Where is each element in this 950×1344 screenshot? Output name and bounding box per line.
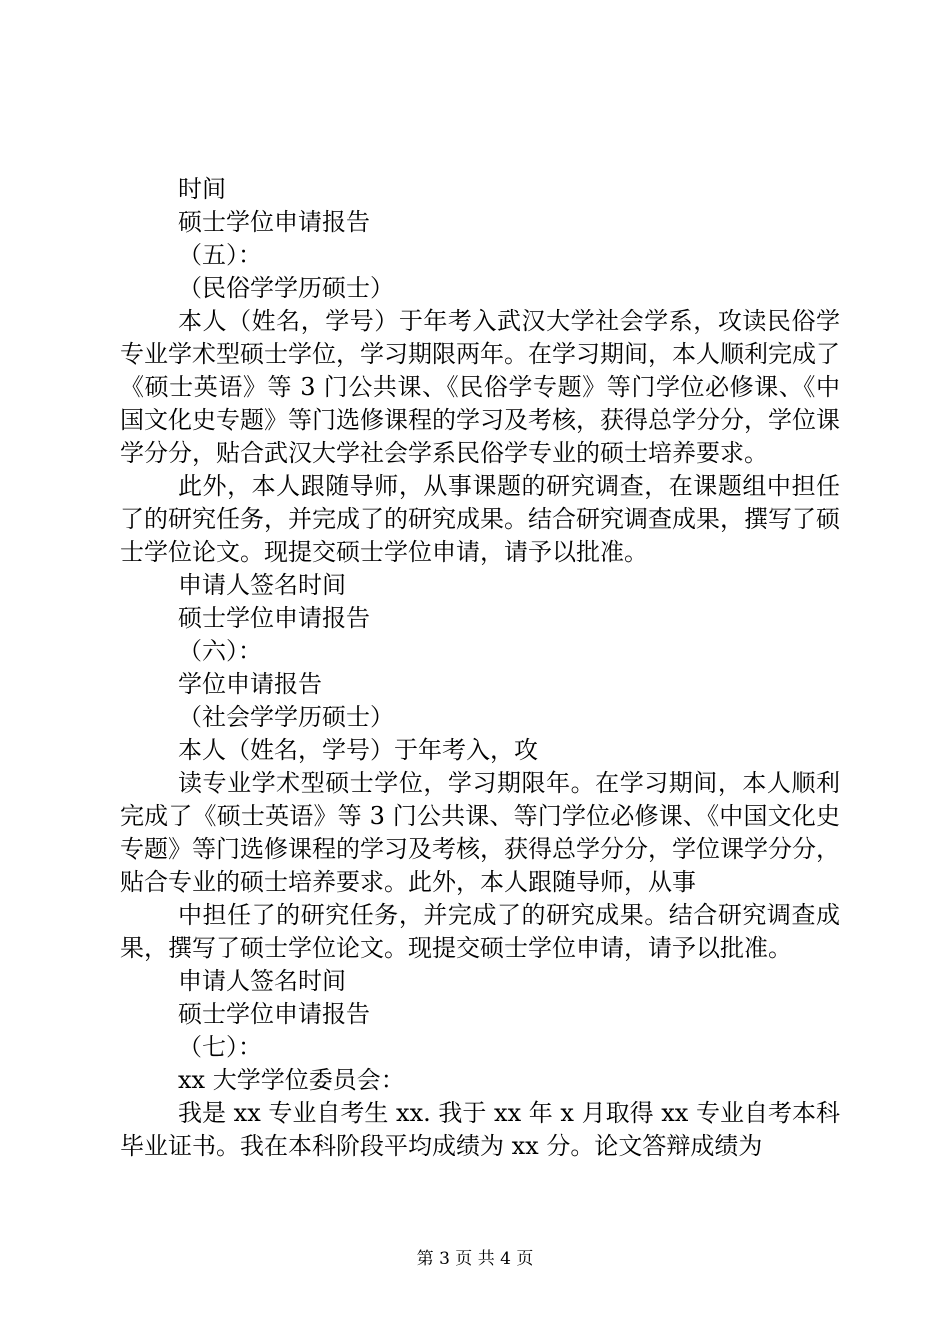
text-line: xx 大学学位委员会： [178,1066,405,1094]
text-line: （民俗学学历硕士） [178,274,394,302]
text-line: 硕士学位申请报告 [178,1000,370,1028]
text-line: （六）： [178,637,262,665]
text-line: （社会学学历硕士） [178,703,394,731]
document-body [120,173,840,1163]
paragraph: 中担任了的研究任务，并完成了的研究成果。结合研究调查成果，撰写了硕士学位论文。现提交硕士学位申请，请予以批准。 [120,901,840,962]
text-line: 本人（姓名，学号）于年考入，攻 [178,736,538,764]
paragraph: 本人（姓名，学号）于年考入武汉大学社会学系，攻读民俗学专业学术型硕士学位，学习期限两年。在学习期间，本人顺利完成了《硕士英语》等 3 门公共课、《民俗学专题》等门学位必修课、《中国文化史专题》等门选修课程的学习及考核，获得总学分分，学位课学分分，贴合武汉大学社会学系民俗学专业的硕士培养要求。 [120,307,840,467]
paragraph: 我是 xx 专业自考生 xx. 我于 xx 年 x 月取得 xx 专业自考本科毕业证书。我在本科阶段平均成绩为 xx 分。论文答辩成绩为 [120,1099,840,1160]
text-line: 硕士学位申请报告 [178,208,370,236]
page-footer: 第 3 页 共 4 页 [416,1249,534,1269]
text-line: （七）： [178,1033,262,1061]
text-line: 硕士学位申请报告 [178,604,370,632]
text-line: （五）： [178,241,262,269]
paragraph: 读专业学术型硕士学位，学习期限年。在学习期间，本人顺利完成了《硕士英语》等 3 门公共课、等门学位必修课、《中国文化史专题》等门选修课程的学习及考核，获得总学分分，学位课学分分，贴合专业的硕士培养要求。此外，本人跟随导师，从事 [120,769,840,896]
paragraph: 此外，本人跟随导师，从事课题的研究调查，在课题组中担任了的研究任务，并完成了的研究成果。结合研究调查成果，撰写了硕士学位论文。现提交硕士学位申请，请予以批准。 [120,472,840,566]
text-line: 申请人签名时间 [178,571,346,599]
text-line: 申请人签名时间 [178,967,346,995]
text-line: 时间 [178,175,226,203]
text-line: 学位申请报告 [178,670,322,698]
